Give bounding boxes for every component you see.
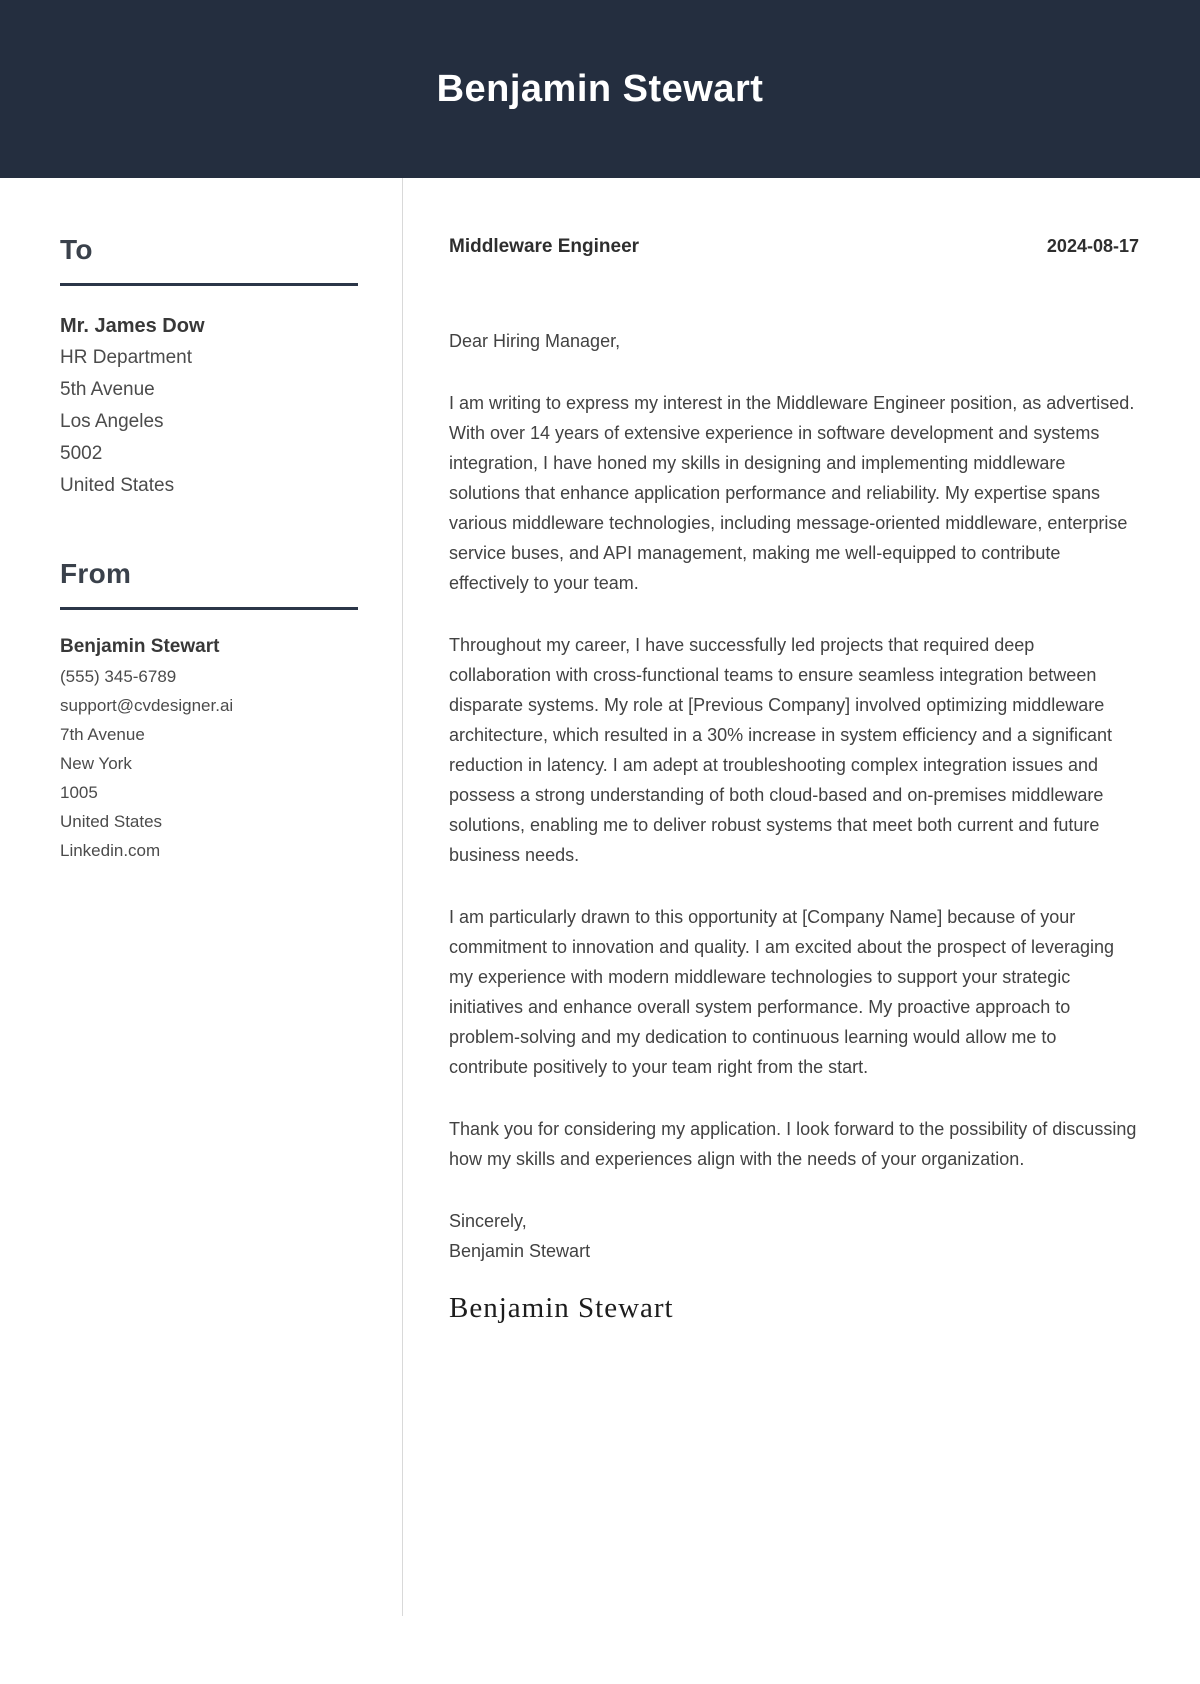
sender-section bbox=[60, 558, 358, 865]
recipient-address-line: Los Angeles bbox=[60, 411, 164, 432]
letter-paragraph: I am particularly drawn to this opportunity at [Company Name] because of your commitment to innovation and quality. I am excited about the prospect of leveraging my experience with modern middleware technologies to support your strategic initiatives and enhance overall system performance. My proactive approach to problem-solving and my dedication to continuous learning would allow me to contribute positively to your team right from the start. bbox=[449, 907, 1115, 1077]
from-rule bbox=[60, 607, 358, 610]
header-band bbox=[0, 0, 1200, 178]
letter-title-row bbox=[449, 236, 1139, 258]
sender-linkedin: Linkedin.com bbox=[60, 841, 161, 860]
closing-block bbox=[449, 1206, 1139, 1266]
letter-body bbox=[449, 236, 1139, 1325]
letter-paragraph: Thank you for considering my application. I look forward to the possibility of discussing how my skills and experiences align with the needs of your organization. bbox=[449, 1119, 1137, 1169]
sender-phone: (555) 345-6789 bbox=[60, 667, 177, 686]
recipient-name: Mr. James Dow bbox=[60, 315, 205, 337]
recipient-address-line: HR Department bbox=[60, 347, 192, 368]
sender-address-line: New York bbox=[60, 754, 132, 773]
letter-paragraph: I am writing to express my interest in the Middleware Engineer position, as advertised. With over 14 years of extensive experience in software development and systems integration, I have honed my skills in designing and implementing middleware solutions that enhance application performance and reliability. My expertise spans various middleware technologies, including message-oriented middleware, enterprise service buses, and API management, making me well-equipped to contribute effectively to your team. bbox=[449, 393, 1135, 593]
to-rule bbox=[60, 283, 358, 286]
recipient-address-line: 5th Avenue bbox=[60, 379, 155, 400]
letter-paragraph: Throughout my career, I have successfully led projects that required deep collaboration with cross-functional teams to ensure seamless integration between disparate systems. My role at [Previous Company] involved optimizing middleware architecture, which resulted in a 30% increase in system efficiency and a significant reduction in latency. I am adept at troubleshooting complex integration issues and possess a strong understanding of both cloud-based and on-premises middleware solutions, enabling me to deliver robust systems that meet both current and future business needs. bbox=[449, 635, 1113, 865]
sender-address-line: 1005 bbox=[60, 783, 98, 802]
sender-details bbox=[60, 662, 358, 865]
recipient-address bbox=[60, 342, 358, 502]
salutation: Dear Hiring Manager, bbox=[449, 331, 621, 351]
job-title: Middleware Engineer bbox=[449, 236, 640, 257]
recipient-section bbox=[60, 234, 358, 502]
from-heading: From bbox=[60, 558, 132, 589]
sender-address-line: United States bbox=[60, 812, 163, 831]
recipient-address-line: United States bbox=[60, 475, 175, 496]
recipient-address-line: 5002 bbox=[60, 443, 103, 464]
sender-email: support@cvdesigner.ai bbox=[60, 696, 234, 715]
column-divider bbox=[402, 178, 403, 1616]
to-heading: To bbox=[60, 234, 93, 265]
signer-name: Benjamin Stewart bbox=[449, 1241, 591, 1261]
sender-address-line: 7th Avenue bbox=[60, 725, 145, 744]
signature: Benjamin Stewart bbox=[449, 1292, 674, 1324]
sender-name: Benjamin Stewart bbox=[60, 636, 220, 657]
letter-date: 2024-08-17 bbox=[1046, 236, 1139, 256]
closing: Sincerely, bbox=[449, 1211, 527, 1231]
sidebar bbox=[60, 234, 358, 865]
page-title: Benjamin Stewart bbox=[436, 67, 764, 110]
